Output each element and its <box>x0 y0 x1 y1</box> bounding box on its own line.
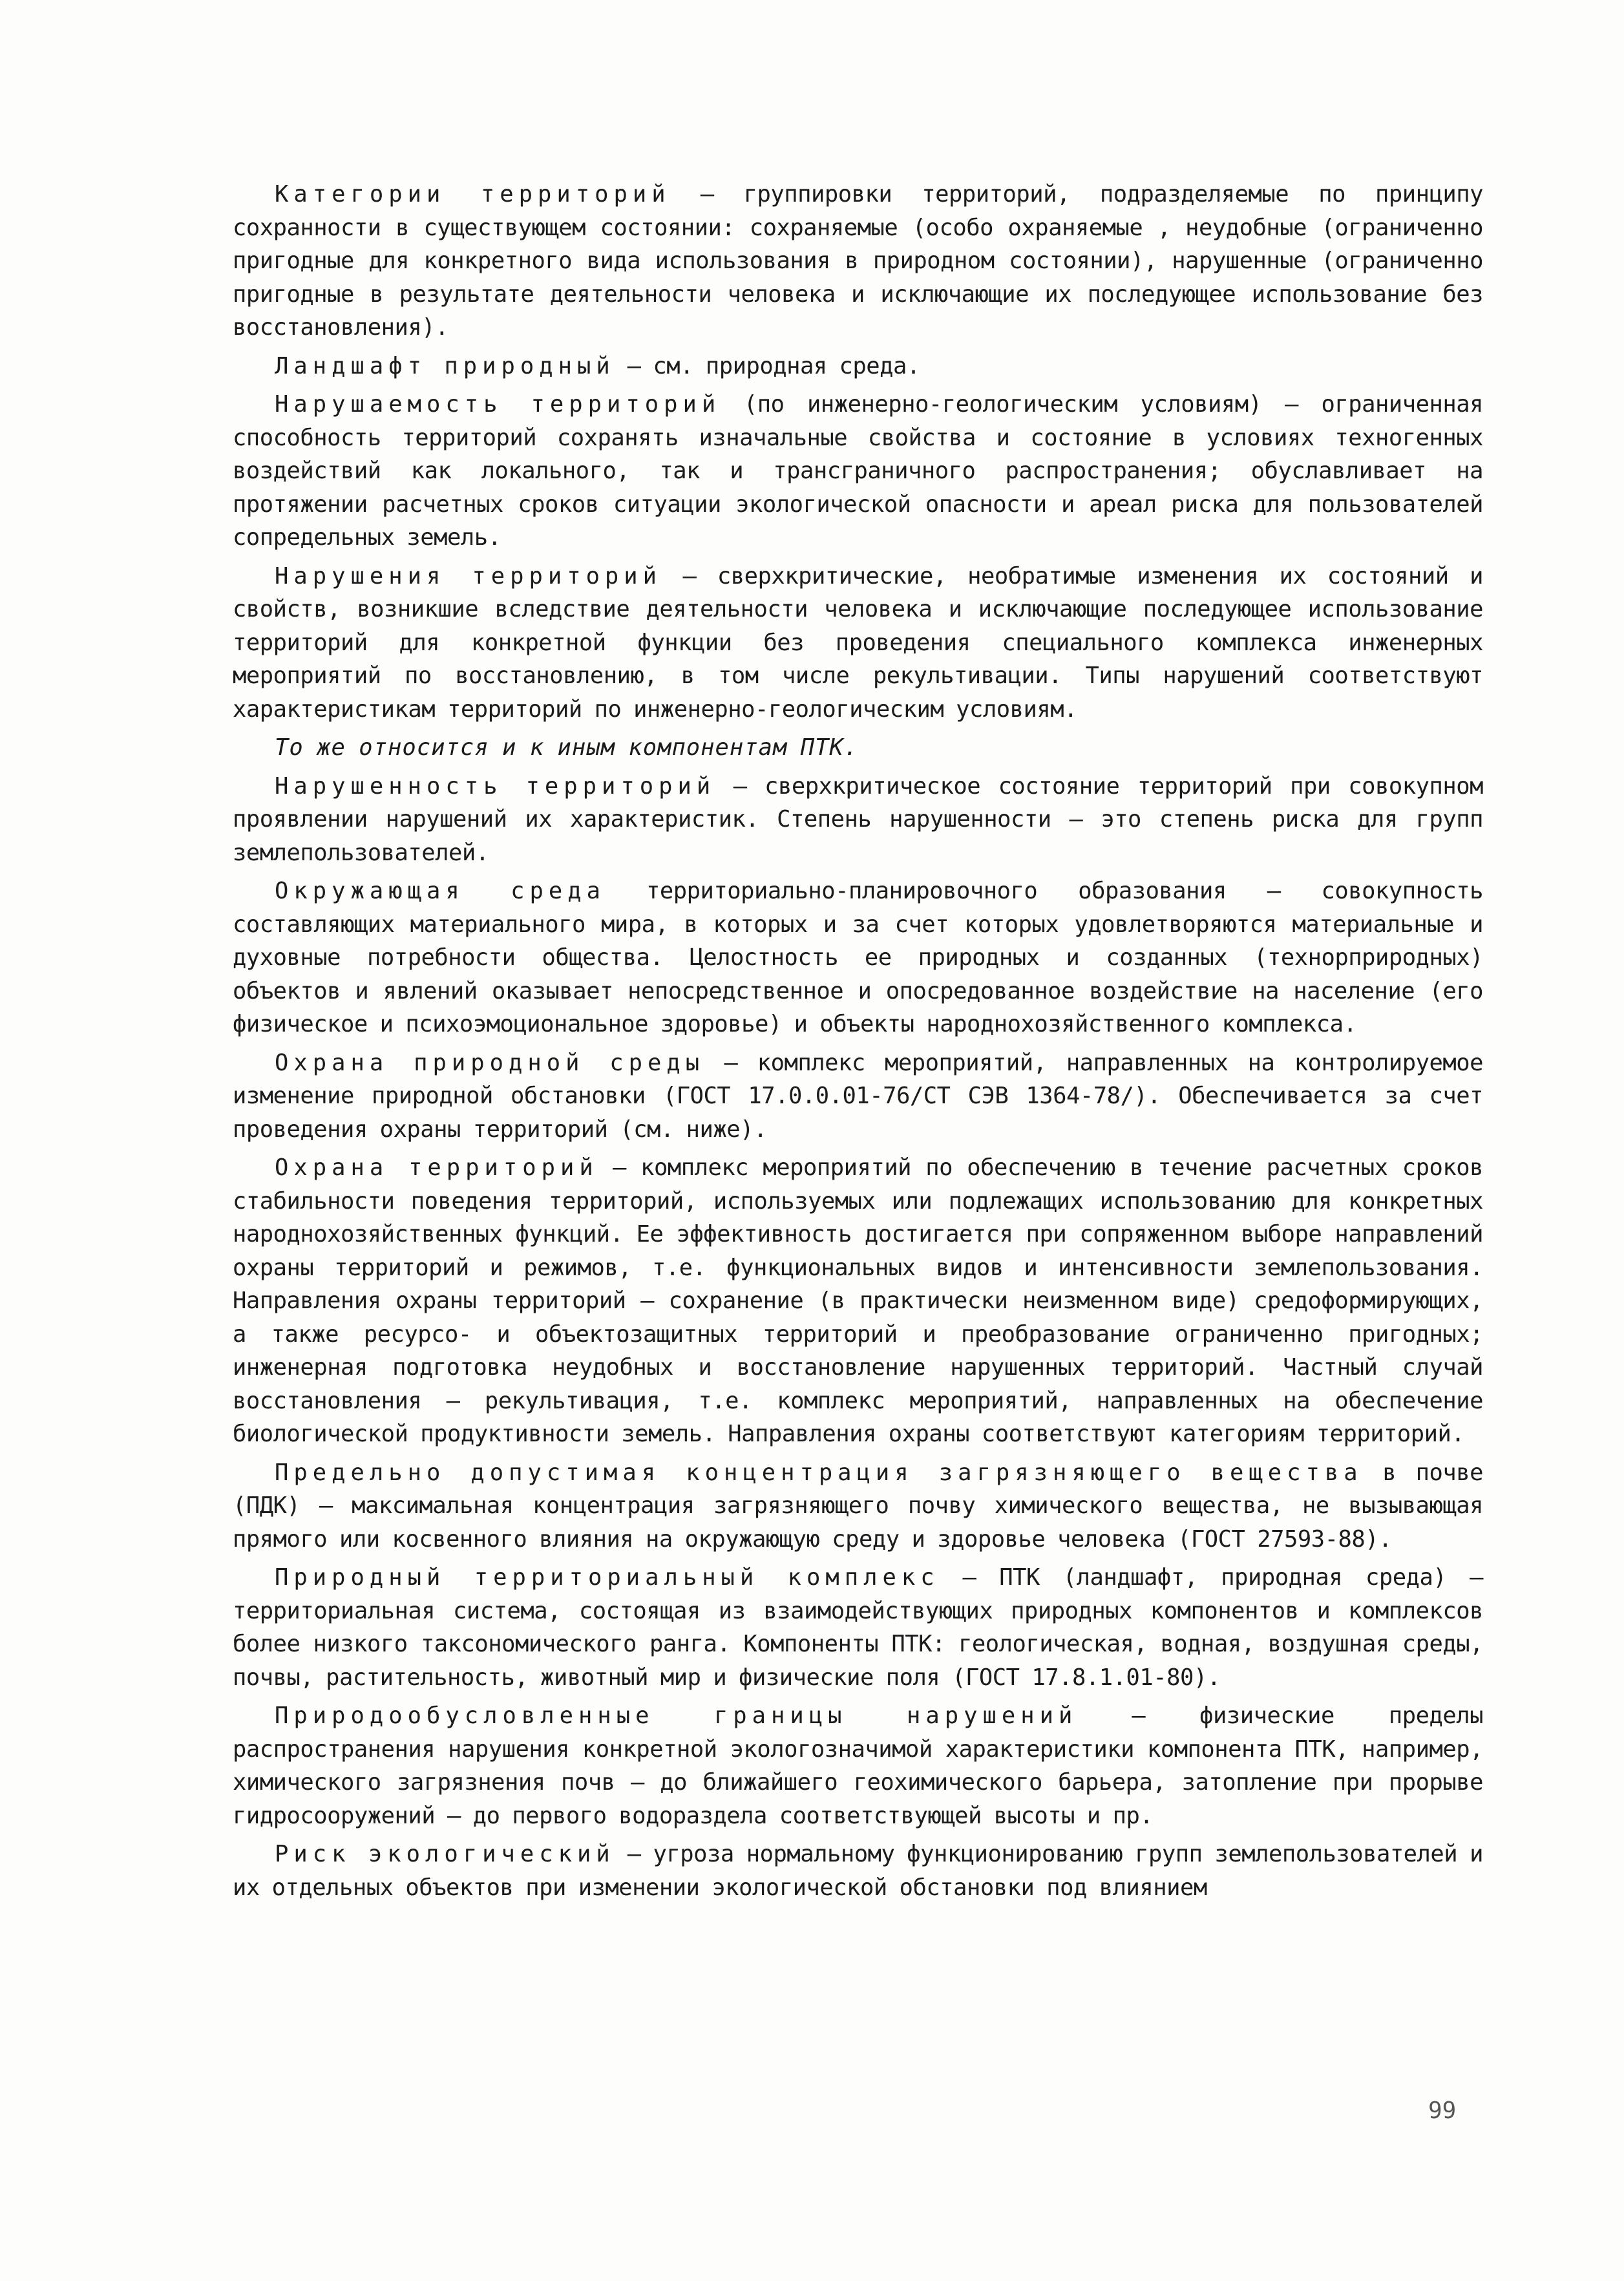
glossary-definition: – комплекс мероприятий по обеспечению в течение расчетных сроков стабильности поведения территорий, используемых или подлежащих использованию для конкретных народнохозяйственных функций. Ее эффективность достигается при сопряженном выборе направлений охраны территорий и режимов, т.е. функциональных видов и интенсивности землепользования. Направления охраны территорий – сохранение (в практически неизменном виде) средоформирующих, а также ресурсо- и объектозащитных территорий и преобразование ограниченно пригодных; инженерная подготовка неудобных и восстановление нарушенных территорий. Частный случай восстановления – рекультивация, т.е. комплекс мероприятий, направленных на обеспечение биологической продуктивности земель. Направления охраны соответствуют категориям территорий. <box>233 1154 1483 1447</box>
glossary-term: Охрана территорий <box>275 1154 598 1181</box>
glossary-definition: То же относится и к иным компонентам ПТК. <box>275 734 859 761</box>
glossary-entry <box>233 1838 1483 1904</box>
glossary-term: Природный территориальный комплекс <box>275 1564 940 1591</box>
glossary-entry <box>233 560 1483 727</box>
page-number: 99 <box>1428 2097 1457 2124</box>
glossary-term: Риск экологический <box>275 1841 615 1867</box>
glossary-definition: – угроза нормальному функционированию групп землепользователей и их отдельных объектов при изменении экологической обстановки под влиянием <box>233 1841 1483 1901</box>
glossary-definition: – ПТК (ландшафт, природная среда) – территориальная система, состоящая из взаимодействующих природных компонентов и комплексов более низкого таксономического ранга. Компоненты ПТК: геологическая, водная, воздушная среды, почвы, растительность, животный мир и физические поля (ГОСТ 17.8.1.01-80). <box>233 1564 1483 1691</box>
glossary-definition: – сверхкритические, необратимые изменения их состояний и свойств, возникшие вследствие деятельности человека и исключающие последующее использование территорий для конкретной функции без проведения специального комплекса инженерных мероприятий по восстановлению, в том числе рекультивации. Типы нарушений соответствуют характеристикам территорий по инженерно-геологическим условиям. <box>233 562 1483 723</box>
glossary-entry <box>233 1046 1483 1147</box>
glossary-entry <box>233 1699 1483 1832</box>
glossary-term: Природообусловленные границы нарушений <box>275 1703 1078 1729</box>
glossary-definition: в почве (ПДК) – максимальная концентрация загрязняющего почву химического вещества, не вызывающая прямого или косвенного влияния на окружающую среду и здоровье человека (ГОСТ 27593-88). <box>233 1459 1483 1553</box>
glossary-term: Предельно допустимая концентрация загрязняющего вещества <box>275 1459 1363 1486</box>
glossary-term: Нарушенность территорий <box>275 772 716 800</box>
glossary-definition: – комплекс мероприятий, направленных на контролируемое изменение природной обстановки (ГОСТ 17.0.0.01-76/СТ СЭВ 1364-78/). Обеспечивается за счет проведения охраны территорий (см. ниже). <box>233 1049 1483 1143</box>
glossary-term: Ландшафт природный <box>275 352 615 379</box>
glossary-term: Окружающая среда <box>275 878 606 904</box>
glossary-entry <box>233 731 1483 765</box>
glossary-text <box>233 178 1483 1909</box>
glossary-entry <box>233 178 1483 345</box>
glossary-term: Нарушаемость территорий <box>275 391 721 418</box>
glossary-definition: – сверхкритическое состояние территорий при совокупном проявлении нарушений их характеристик. Степень нарушенности – это степень риска для групп землепользователей. <box>233 772 1483 866</box>
glossary-entry <box>233 1456 1483 1556</box>
glossary-entry <box>233 388 1483 555</box>
glossary-definition: – физические пределы распространения нарушения конкретной экологозначимой характеристики компонента ПТК, например, химического загрязнения почв – до ближайшего геохимического барьера, затопление при прорыве гидросооружений – до первого водораздела соответствующей высоты и пр. <box>233 1703 1483 1829</box>
glossary-term: Нарушения территорий <box>275 562 662 589</box>
glossary-entry <box>233 770 1483 870</box>
glossary-term: Охрана природной среды <box>275 1049 705 1076</box>
glossary-entry <box>233 1151 1483 1451</box>
glossary-term: Категории территорий <box>275 181 671 207</box>
glossary-entry <box>233 875 1483 1041</box>
glossary-definition: – см. природная среда. <box>615 352 920 379</box>
glossary-definition: (по инженерно-геологическим условиям) – ограниченная способность территорий сохранять изначальные свойства и состояние в условиях техногенных воздействий как локального, так и трансграничного распространения; обуславливает на протяжении расчетных сроков ситуации экологической опасности и ареал риска для пользователей сопредельных земель. <box>233 391 1484 551</box>
glossary-definition: – группировки территорий, подразделяемые по принципу сохранности в существующем состоянии: сохраняемые (особо охраняемые , неудобные (ограниченно пригодные для конкретного вида использования в природном состоянии), нарушенные (ограниченно пригодные в результате деятельности человека и исключающие их последующее использование без восстановления). <box>233 181 1483 341</box>
glossary-entry <box>233 350 1483 383</box>
glossary-entry <box>233 1561 1483 1694</box>
glossary-definition: территориально-планировочного образования – совокупность составляющих материального мира, в которых и за счет которых удовлетворяются материальные и духовные потребности общества. Целостность ее природных и созданных (технорприродных) объектов и явлений оказывает непосредственное и опосредованное воздействие на население (его физическое и психоэмоциональное здоровье) и объекты народнохозяйственного комплекса. <box>233 878 1484 1037</box>
